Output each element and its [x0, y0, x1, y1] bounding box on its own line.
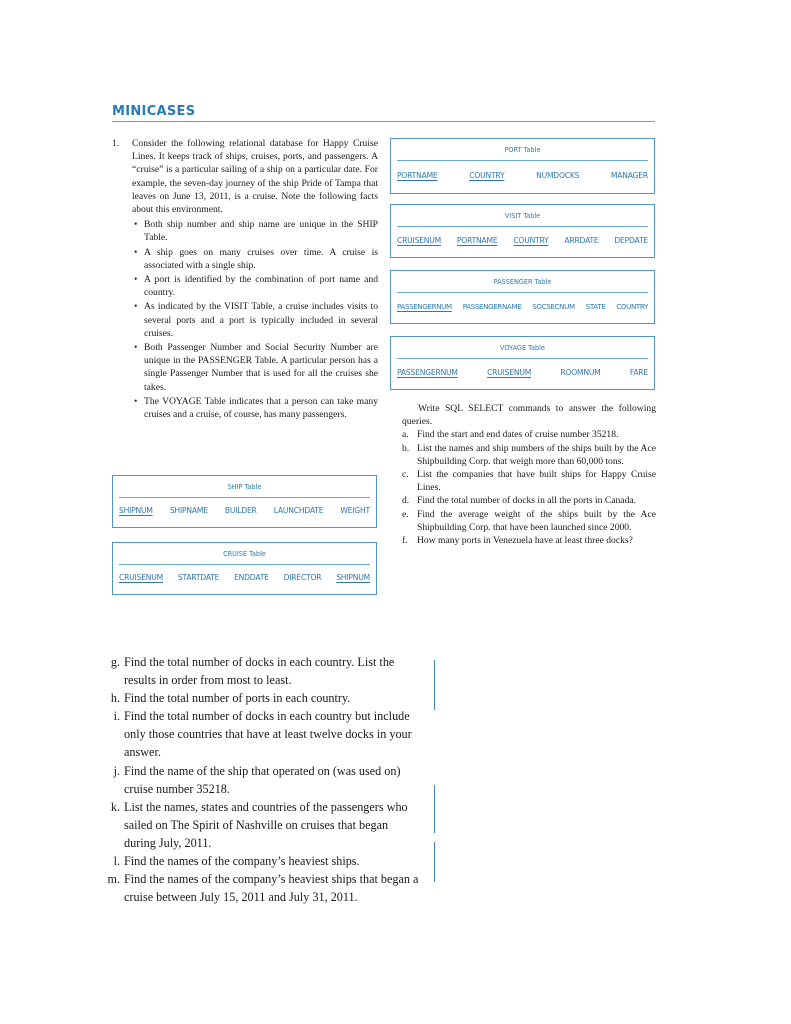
voyage-table	[390, 336, 655, 390]
query-item	[402, 534, 656, 547]
passenger-table	[390, 270, 655, 324]
query-text: Find the total number of docks in each country but include only those countries that have at least twelve docks in your answer.	[124, 709, 412, 760]
column-header: CRUISENUM	[487, 368, 532, 377]
column-header: PORTNAME	[456, 236, 498, 245]
query-label: m.	[107, 872, 120, 887]
query-item	[402, 494, 656, 507]
table-columns	[397, 302, 648, 311]
table-title: PASSENGER Table	[493, 277, 552, 286]
question-1	[112, 137, 378, 422]
question-number: 1.	[112, 138, 120, 149]
query-text: Find the total number of docks in all the ports in Canada.	[417, 495, 637, 507]
column-header: CRUISENUM	[397, 236, 441, 245]
fact-item: • As indicated by the VISIT Table, a cruise includes visits to several ports and a port is typically included in several cruises.	[132, 300, 378, 340]
query-label: a.	[402, 429, 409, 441]
query-text: Find the total number of docks in each country. List the results in order from most to least.	[124, 655, 395, 688]
query-text: How many ports in Venezuela have at least three docks?	[417, 535, 633, 547]
query-label: b.	[402, 442, 410, 454]
query-text: List the names, states and countries of the passengers who sailed on The Spirit of Nashville on cruises that began during July, 2011.	[124, 799, 408, 850]
query-item	[402, 442, 656, 468]
column-header: DIRECTOR	[283, 573, 322, 582]
column-header: PASSENGERNUM	[397, 302, 452, 311]
table-columns	[119, 573, 370, 582]
queries-list	[402, 428, 656, 547]
query-text: Find the names of the company’s heaviest ships.	[124, 854, 360, 869]
fact-item: • A ship goes on many cruises over time. A cruise is associated with a single ship.	[132, 246, 378, 272]
query-item	[102, 762, 422, 798]
facts-list	[132, 218, 378, 421]
table-rule	[397, 160, 648, 161]
query-label: e.	[402, 508, 409, 520]
query-item	[102, 653, 422, 689]
query-text: Find the total number of ports in each country.	[124, 691, 351, 706]
query-text: List the names and ship numbers of the ships built by the Ace Shipbuilding Corp. that weigh more than 60,000 tons.	[417, 442, 656, 467]
column-header: COUNTRY	[513, 236, 549, 245]
column-header: MANAGER	[610, 171, 648, 180]
query-label: d.	[402, 495, 410, 507]
column-header: PORTNAME	[397, 171, 438, 180]
query-label: h.	[110, 691, 120, 706]
table-title: CRUISE Table	[223, 549, 266, 558]
query-label: j.	[113, 763, 120, 778]
column-header: DEPDATE	[614, 236, 648, 245]
table-columns	[397, 236, 648, 245]
column-header: FARE	[629, 368, 648, 377]
query-item	[402, 428, 656, 441]
column-header: PASSENGERNAME	[462, 302, 522, 311]
column-header: SHIPNAME	[169, 506, 208, 515]
column-header: WEIGHT	[340, 506, 370, 515]
more-queries-list	[102, 653, 422, 906]
table-title: PORT Table	[504, 145, 541, 154]
ship-table	[112, 475, 377, 528]
section-heading: MINICASES	[112, 104, 196, 119]
column-header: NUMDOCKS	[536, 171, 580, 180]
heading-rule	[112, 121, 655, 122]
column-header: STARTDATE	[177, 573, 220, 582]
query-item	[102, 798, 422, 852]
column-header: PASSENGERNUM	[397, 368, 458, 377]
query-text: Find the name of the ship that operated on (was used on) cruise number 35218.	[124, 763, 401, 796]
table-rule	[119, 564, 370, 565]
more-queries-block	[102, 653, 422, 906]
table-columns	[119, 506, 370, 515]
queries-intro: Write SQL SELECT commands to answer the following queries.	[402, 403, 656, 428]
table-rule	[397, 226, 648, 227]
column-header: COUNTRY	[469, 171, 505, 180]
column-header: STATE	[585, 302, 606, 311]
query-label: c.	[402, 469, 409, 481]
visit-table	[390, 204, 655, 258]
query-item	[102, 870, 422, 906]
column-header: COUNTRY	[616, 302, 648, 311]
queries-block	[402, 402, 656, 547]
column-header: ENDDATE	[234, 573, 269, 582]
table-columns	[397, 368, 648, 377]
margin-rule	[434, 842, 435, 882]
margin-rule	[434, 785, 435, 833]
column-header: SOCSECNUM	[532, 302, 575, 311]
query-item	[102, 707, 422, 761]
query-text: Find the start and end dates of cruise number 35218.	[417, 429, 619, 441]
table-columns	[397, 171, 648, 180]
cruise-table	[112, 542, 377, 595]
query-label: f.	[402, 535, 408, 547]
column-header: CRUISENUM	[119, 573, 163, 582]
query-text: Find the names of the company’s heaviest ships that began a cruise between July 15, 2011 and July 31, 2011.	[124, 872, 419, 905]
query-item	[402, 508, 656, 534]
query-label: l.	[113, 854, 120, 869]
query-label: g.	[110, 655, 120, 669]
port-table	[390, 138, 655, 194]
column-header: ROOMNUM	[560, 368, 601, 377]
fact-item: • Both Passenger Number and Social Security Number are unique in the PASSENGER Table. A particular person has a single Passenger Number that is used for all the cruises she takes.	[132, 341, 378, 394]
query-text: List the companies that have built ships for Happy Cruise Lines.	[417, 469, 656, 494]
table-rule	[119, 497, 370, 498]
column-header: LAUNCHDATE	[273, 506, 324, 515]
fact-item: • Both ship number and ship name are unique in the SHIP Table.	[132, 218, 378, 244]
table-title: VISIT Table	[504, 211, 541, 220]
margin-rule	[434, 660, 435, 710]
query-label: k.	[110, 799, 120, 814]
query-item	[102, 689, 422, 707]
query-label: i.	[113, 709, 120, 724]
table-title: VOYAGE Table	[500, 343, 545, 352]
query-item	[402, 468, 656, 494]
fact-item: • The VOYAGE Table indicates that a person can take many cruises and a cruise, of course, has many passengers.	[132, 395, 378, 421]
column-header: ARRDATE	[564, 236, 599, 245]
table-title: SHIP Table	[227, 482, 262, 491]
column-header: SHIPNUM	[119, 506, 153, 515]
table-rule	[397, 292, 648, 293]
question-intro: Consider the following relational database for Happy Cruise Lines. It keeps track of ships, cruises, ports, and passengers. A “cruise” is a particular sailing of a ship on a particular date. For example, the seven-day journey of the ship Pride of Tampa that leaves on June 13, 2011, is a cruise. Note the following facts about this environment.	[132, 138, 378, 216]
table-rule	[397, 358, 648, 359]
column-header: SHIPNUM	[336, 573, 370, 582]
column-header: BUILDER	[224, 506, 257, 515]
query-text: Find the average weight of the ships built by the Ace Shipbuilding Corp. that have been launched since 2000.	[417, 508, 656, 533]
query-item	[102, 852, 422, 870]
fact-item: • A port is identified by the combination of port name and country.	[132, 273, 378, 299]
